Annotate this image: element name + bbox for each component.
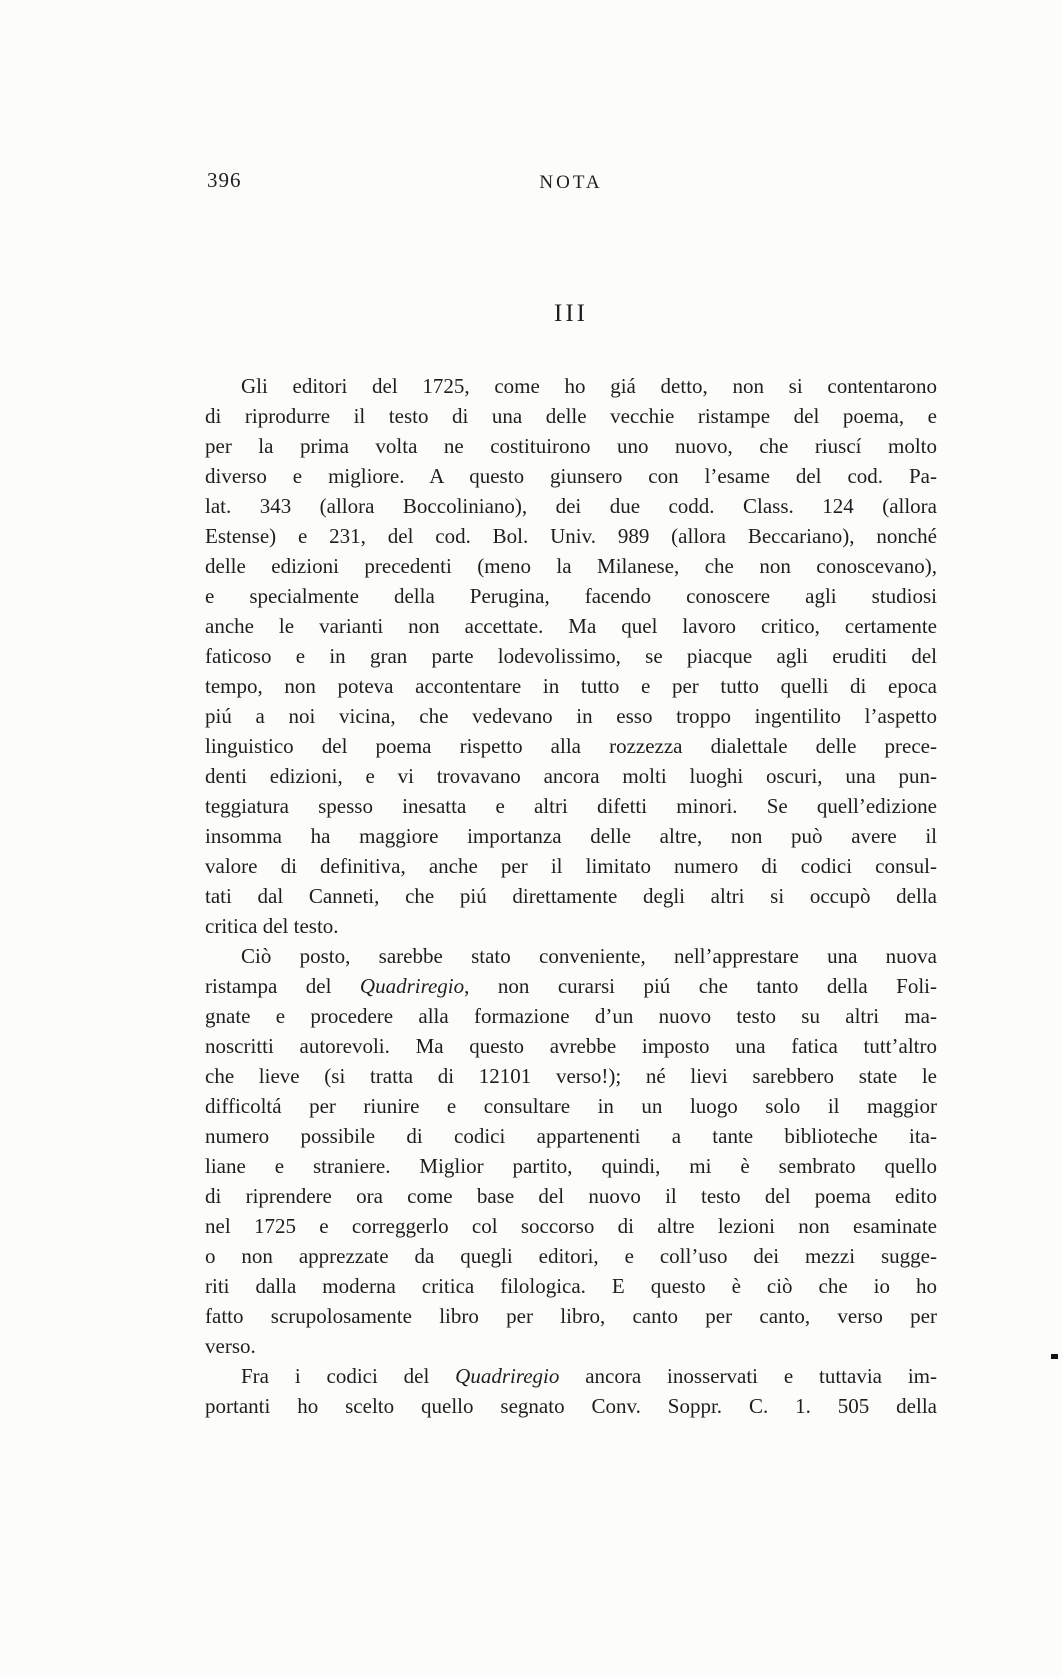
text-line <box>205 1031 937 1061</box>
text-line <box>205 1241 937 1271</box>
text-segment: tempo, non poteva accontentare in tutto e per tutto quelli di epoca <box>205 674 937 698</box>
text-segment: difficoltá per riunire e consultare in un luogo solo il maggior <box>205 1094 937 1118</box>
text-segment: fatto scrupolosamente libro per libro, canto per canto, verso per <box>205 1304 937 1328</box>
ink-speck <box>1051 1354 1058 1359</box>
text-segment: teggiatura spesso inesatta e altri difetti minori. Se quell’edizione <box>205 794 937 818</box>
text-segment: anche le varianti non accettate. Ma quel lavoro critico, certamente <box>205 614 937 638</box>
text-segment: ristampa del <box>205 974 360 998</box>
text-segment: lat. 343 (allora Boccoliniano), dei due codd. Class. 124 (allora <box>205 494 937 518</box>
text-segment: verso. <box>205 1334 256 1358</box>
text-line <box>205 851 937 881</box>
text-segment: Fra i codici del <box>241 1364 456 1388</box>
text-segment: riti dalla moderna critica filologica. E questo è ciò che io ho <box>205 1274 937 1298</box>
text-segment: delle edizioni precedenti (meno la Milanese, che non conoscevano), <box>205 554 937 578</box>
text-segment: faticoso e in gran parte lodevolissimo, se piacque agli eruditi del <box>205 644 937 668</box>
text-segment: valore di definitiva, anche per il limitato numero di codici consul- <box>205 854 937 878</box>
text-line <box>205 551 937 581</box>
text-line <box>205 1301 937 1331</box>
text-line <box>205 1061 937 1091</box>
text-line <box>205 491 937 521</box>
text-segment: linguistico del poema rispetto alla rozzezza dialettale delle prece- <box>205 734 937 758</box>
text-line <box>205 1121 937 1151</box>
text-line <box>205 1091 937 1121</box>
italic-text: Quadriregio <box>359 974 465 998</box>
text-segment: noscritti autorevoli. Ma questo avrebbe imposto una fatica tutt’altro <box>205 1034 937 1058</box>
text-line <box>205 731 937 761</box>
text-line <box>205 461 937 491</box>
text-line <box>205 611 937 641</box>
section-heading: III <box>554 300 588 327</box>
text-segment: Estense) e 231, del cod. Bol. Univ. 989 (allora Beccariano), nonché <box>205 524 937 548</box>
text-segment: di riprendere ora come base del nuovo il testo del poema edito <box>205 1184 937 1208</box>
text-segment: critica del testo. <box>205 914 339 938</box>
text-segment: liane e straniere. Miglior partito, quindi, mi è sembrato quello <box>205 1154 937 1178</box>
text-line <box>205 1331 937 1361</box>
text-line <box>205 1271 937 1301</box>
text-line <box>205 761 937 791</box>
paragraph <box>205 941 937 1361</box>
text-line <box>205 971 937 1001</box>
text-segment: piú a noi vicina, che vedevano in esso troppo ingentilito l’aspetto <box>205 704 937 728</box>
text-line <box>205 671 937 701</box>
text-segment: diverso e migliore. A questo giunsero con l’esame del cod. Pa- <box>205 464 937 488</box>
text-segment: ancora inosservati e tuttavia im- <box>559 1364 937 1388</box>
text-line <box>205 1391 937 1421</box>
text-segment: tati dal Canneti, che piú direttamente degli altri si occupò della <box>205 884 937 908</box>
text-segment: numero possibile di codici appartenenti a tante biblioteche ita- <box>205 1124 937 1148</box>
text-line <box>205 881 937 911</box>
text-line <box>205 1151 937 1181</box>
text-segment: di riprodurre il testo di una delle vecchie ristampe del poema, e <box>205 404 937 428</box>
text-segment: o non apprezzate da quegli editori, e coll’uso dei mezzi sugge- <box>205 1244 937 1268</box>
text-segment: nel 1725 e correggerlo col soccorso di altre lezioni non esaminate <box>205 1214 937 1238</box>
paragraph <box>205 1361 937 1421</box>
text-line <box>205 701 937 731</box>
italic-text: Quadriregio <box>455 1364 560 1388</box>
text-segment: denti edizioni, e vi trovavano ancora molti luoghi oscuri, una pun- <box>205 764 937 788</box>
text-segment: insomma ha maggiore importanza delle altre, non può avere il <box>205 824 937 848</box>
text-line <box>205 791 937 821</box>
page-number: 396 <box>207 168 242 192</box>
text-line <box>205 521 937 551</box>
text-line <box>205 911 937 941</box>
text-segment: Ciò posto, sarebbe stato conveniente, nell’apprestare una nuova <box>241 944 937 968</box>
text-segment: portanti ho scelto quello segnato Conv. Soppr. C. 1. 505 della <box>205 1394 937 1418</box>
paragraph <box>205 371 937 941</box>
text-line <box>205 821 937 851</box>
text-line <box>205 1001 937 1031</box>
text-line <box>205 941 937 971</box>
text-line <box>205 431 937 461</box>
text-line <box>205 1181 937 1211</box>
text-segment: gnate e procedere alla formazione d’un nuovo testo su altri ma- <box>205 1004 937 1028</box>
text-segment: , non curarsi piú che tanto della Foli- <box>464 974 937 998</box>
text-line <box>205 581 937 611</box>
text-line <box>205 1361 937 1391</box>
text-line <box>205 371 937 401</box>
text-line <box>205 1211 937 1241</box>
body-text <box>205 371 937 1421</box>
text-line <box>205 401 937 431</box>
text-segment: per la prima volta ne costituirono uno nuovo, che riuscí molto <box>205 434 937 458</box>
text-segment: Gli editori del 1725, come ho giá detto, non si contentarono <box>241 374 937 398</box>
text-line <box>205 641 937 671</box>
running-header: NOTA <box>539 172 603 193</box>
text-segment: e specialmente della Perugina, facendo conoscere agli studiosi <box>205 584 937 608</box>
text-segment: che lieve (si tratta di 12101 verso!); né lievi sarebbero state le <box>205 1064 937 1088</box>
